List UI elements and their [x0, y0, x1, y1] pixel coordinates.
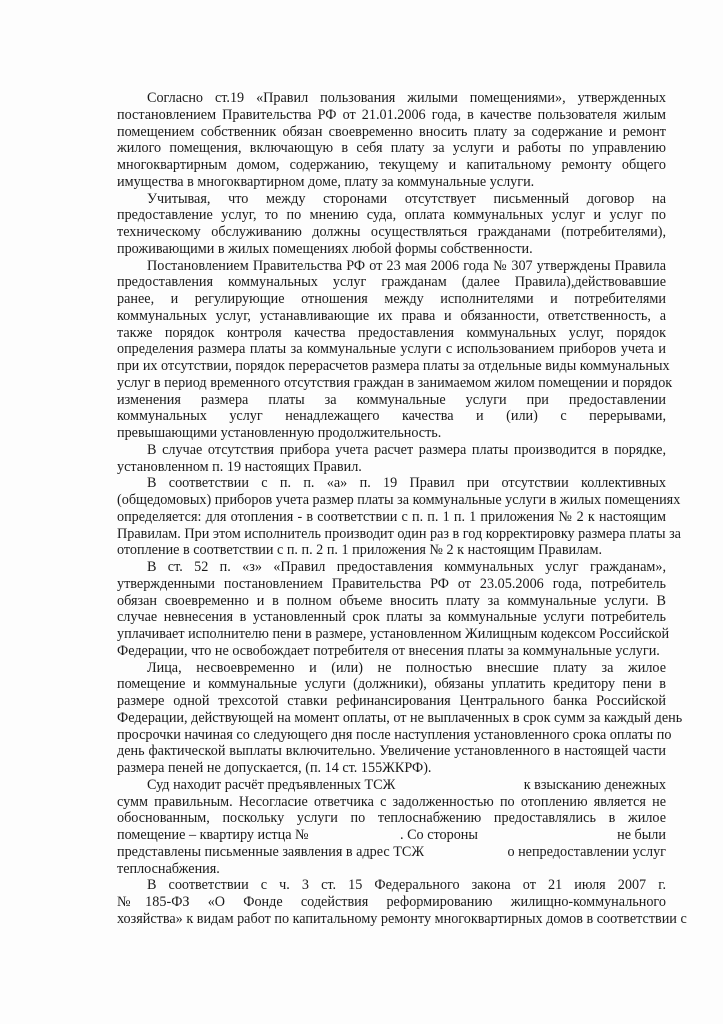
text-segment: представлены письменные заявления в адрес ТСЖ	[117, 843, 425, 860]
text-line: утвержденными постановлением Правительства РФ от 23.05.2006 года, потребитель	[117, 575, 666, 592]
text-line: В ст. 52 п. «з» «Правил предоставления коммунальных услуг гражданам»,	[147, 559, 666, 575]
text-line: установленном п. 19 настоящих Правил.	[117, 458, 362, 475]
text-line: просрочки начиная со следующего дня после наступления установленного срока оплаты по	[117, 726, 672, 743]
text-line: Правилам. При этом исполнитель производит один раз в год корректировку размера платы за	[117, 525, 681, 542]
paragraph	[117, 90, 666, 191]
text-line: отопление в соответствии с п. п. 2 п. 1 приложения № 2 к настоящим Правилам.	[117, 542, 603, 559]
text-line: услуг в период временного отсутствия граждан в занимаемом жилом помещении и порядок	[117, 374, 673, 391]
text-line: Федерации, действующей на момент оплаты, от не выплаченных в срок сумм за каждый день	[117, 709, 683, 726]
text-line: техническому обслуживанию должны осуществляться гражданами (потребителями),	[117, 224, 666, 240]
text-line: день фактической выплаты включительно. Увеличение установленного в настоящей части	[117, 743, 666, 760]
paragraph	[117, 777, 666, 878]
paragraph	[117, 559, 670, 660]
text-line: ранее, и регулирующие отношения между исполнителями и потребителями	[117, 291, 666, 307]
paragraph	[117, 877, 687, 927]
text-segment: Суд находит расчёт предъявленных ТСЖ	[147, 776, 396, 793]
text-line	[117, 844, 666, 861]
text-line: размера пеней не допускается, (п. 14 ст. 155ЖКРФ).	[117, 760, 432, 776]
text-line: В соответствии с п. п. «а» п. 19 Правил при отсутствии коллективных	[147, 475, 666, 492]
text-line: жилого помещения, включающую в себя плату за услуги и работы по управлению	[117, 140, 666, 157]
text-line: Постановлением Правительства РФ от 23 мая 2006 года № 307 утверждены Правила	[147, 257, 666, 274]
text-line: сумм правильным. Несогласие ответчика с задолженностью по отоплению является не	[117, 793, 666, 810]
text-line: также порядок контроля качества предоставления коммунальных услуг, порядок	[117, 324, 666, 341]
text-line: определяется: для отопления - в соответствии с п. п. 1 п. 1 приложения № 2 к настоящим	[117, 508, 666, 525]
text-line: размере одной трехсотой ставки рефинансирования Центрального банка Российской	[117, 693, 666, 709]
text-line: №185-ФЗ «О Фонде содействия реформированию жилищно-коммунального	[117, 894, 666, 910]
text-line: теплоснабжения.	[117, 860, 220, 877]
text-line: помещение и коммунальные услуги (должники), обязаны уплатить кредитору пени в	[117, 676, 666, 693]
text-line: предоставление услуг, то по мнению суда, оплата коммунальных услуг и услуг по	[117, 207, 666, 224]
text-line: случае невнесения в установленный срок платы за коммунальные услуги потребитель	[117, 609, 666, 626]
text-line: (общедомовых) приборов учета размер платы за коммунальные услуги в жилых помещениях	[117, 492, 681, 508]
text-segment: о непредоставлении услуг	[507, 843, 666, 860]
text-line: постановлением Правительства РФ от 21.01.2006 года, в качестве пользователя жилым	[117, 106, 666, 123]
text-segment: не были	[617, 827, 666, 843]
text-line: Согласно ст.19 «Правил пользования жилыми помещениями», утвержденных	[147, 90, 666, 106]
text-line: многоквартирным домом, содержанию, текущему и капитальному ремонту общего	[117, 157, 666, 173]
text-line: превышающими установленную продолжительность.	[117, 425, 442, 441]
paragraph	[117, 257, 673, 442]
paragraph	[117, 442, 666, 476]
paragraph	[117, 191, 666, 258]
text-line: В случае отсутствия прибора учета расчет размера платы производится в порядке,	[147, 441, 666, 458]
text-line	[117, 777, 666, 794]
text-segment: . Со стороны	[400, 827, 478, 843]
text-segment: помещение – квартиру истца №	[117, 827, 309, 843]
paragraph	[117, 475, 681, 559]
text-line: Лица, несвоевременно и (или) не полностью внесшие плату за жилое	[147, 659, 666, 676]
text-line: предоставления коммунальных услуг гражданам (далее Правила),действовавшие	[117, 274, 666, 291]
text-line: коммунальных услуг ненадлежащего качества и (или) с перерывами,	[117, 408, 666, 425]
text-line: проживающими в жилых помещениях любой формы собственности.	[117, 240, 533, 257]
text-line: обязан своевременно и в полном объеме вносить плату за коммунальные услуги. В	[117, 592, 666, 609]
text-line	[117, 827, 666, 844]
text-line: при их отсутствии, порядок перерасчетов размера платы за отдельные виды коммунальных	[117, 358, 670, 374]
text-line: Федерации, что не освобождает потребителя от внесения платы за коммунальные услуги.	[117, 642, 660, 659]
text-line: обоснованным, поскольку услуги по теплоснабжению предоставлялись в жилое	[117, 810, 666, 827]
document-page	[117, 90, 687, 928]
text-line: изменения размера платы за коммунальные услуги при предоставлении	[117, 391, 666, 408]
text-line: имущества в многоквартирном доме, плату за коммунальные услуги.	[117, 173, 535, 190]
text-line: хозяйства» к видам работ по капитальному ремонту многоквартирных домов в соответствии с	[117, 910, 687, 927]
text-line: В соответствии с ч. 3 ст. 15 Федерального закона от 21 июля 2007 г.	[147, 877, 666, 894]
text-line: Учитывая, что между сторонами отсутствует письменный договор на	[147, 190, 666, 207]
text-line: уплачивает исполнителю пени в размере, установленном Жилищным кодексом Российской	[117, 626, 670, 642]
text-line: помещением собственник обязан своевременно вносить плату за содержание и ремонт	[117, 123, 666, 140]
paragraph	[117, 659, 683, 777]
text-segment: к взысканию денежных	[523, 776, 666, 793]
text-line: определения размера платы за коммунальные услуги с использованием приборов учета и	[117, 341, 666, 358]
text-line: коммунальных услуг, устанавливающие их права и обязанности, ответственность, а	[117, 307, 666, 324]
